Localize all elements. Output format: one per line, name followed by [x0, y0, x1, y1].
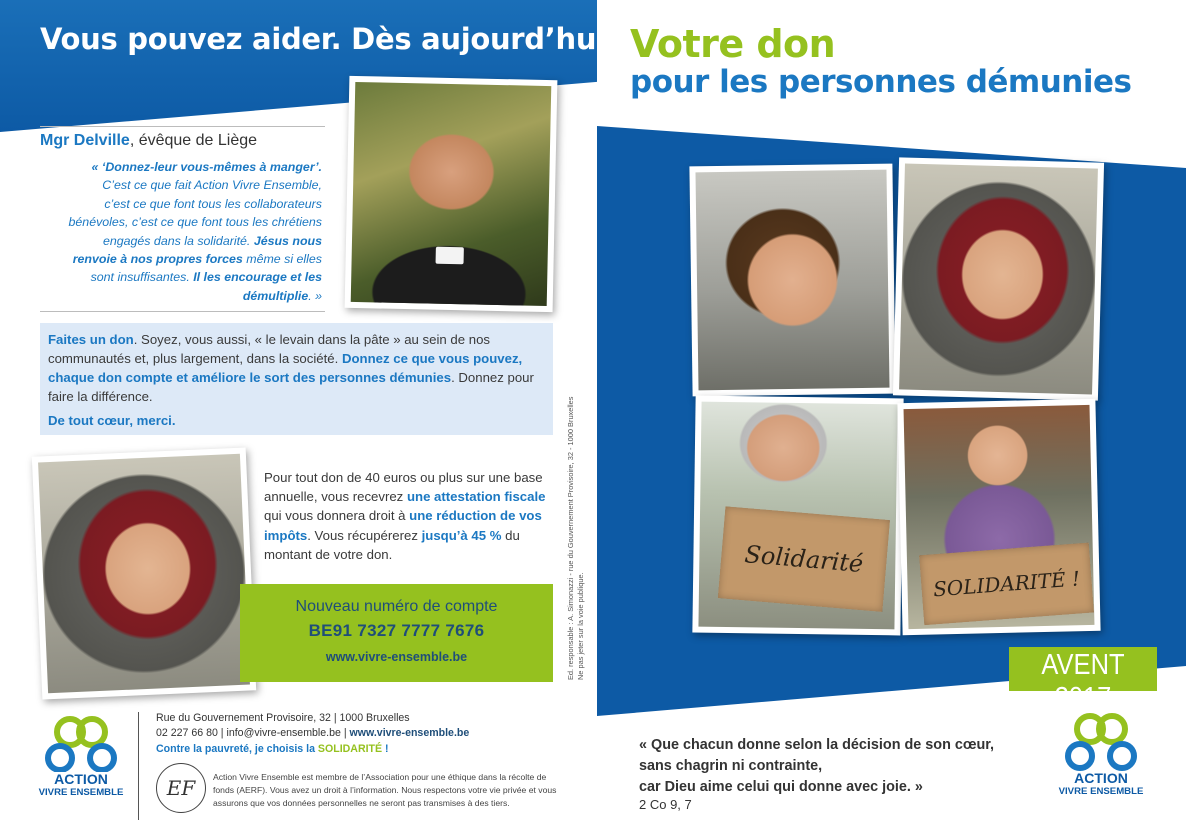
left-headline: Vous pouvez aider. Dès aujourd’hui. [40, 22, 617, 56]
quote-line: c’est ce que font tous les collaborateurs [104, 196, 322, 211]
aerf-seal-icon: EF [156, 763, 206, 813]
author-role: , évêque de Liège [129, 132, 258, 149]
account-website-link[interactable]: www.vivre-ensemble.be [325, 650, 468, 664]
logo-line2: VIVRE ENSEMBLE [1058, 786, 1144, 797]
author-name: Mgr Delville [40, 132, 130, 149]
account-number: BE91 7327 7777 7676 [308, 621, 485, 640]
right-title-line2: pour les personnes démunies [630, 64, 1132, 100]
teen-with-sign-photo [897, 399, 1100, 635]
footer-slogan: Contre la pauvreté, je choisis la SOLIDARITÉ ! [156, 743, 389, 755]
bishop-quote [40, 158, 322, 305]
logo-icon [1058, 713, 1144, 771]
boy-hood-photo [893, 157, 1104, 400]
footer-divider [138, 712, 139, 820]
avent-label: AVENT 2017 [1041, 649, 1125, 714]
quote-line: démultiplie. » [242, 288, 322, 303]
tax-info: Pour tout don de 40 euros ou plus sur une base annuelle, vous recevrez une attestation fiscale qui vous donnera droit à une réduction de vos impôts. Vous récupérerez jusqu’à 45 % du montant de votre don. [264, 470, 546, 562]
publisher-credit: Ed. responsable : A. Simonazzi - rue du Gouvernement Provisoire, 32 - 1000 Bruxelles Ne pas jeter sur la voie publique. [566, 396, 585, 680]
bishop-photo [345, 76, 558, 312]
solidarite-sign: Solidarité [718, 506, 890, 611]
quote-line: « ‘Donnez-leur vous-mêmes à manger’. [91, 160, 322, 174]
child-hood-photo [32, 447, 256, 699]
logo-line2: VIVRE ENSEMBLE [38, 787, 124, 798]
appeal-thanks: De tout cœur, merci. [48, 413, 176, 428]
woman-smiling-photo [689, 164, 895, 397]
account-label: Nouveau numéro de compte [295, 598, 498, 615]
bible-reference: 2 Co 9, 7 [639, 797, 692, 812]
woman-with-sign-photo [692, 396, 903, 636]
quote-line: renvoie à nos propres forces même si elles [72, 252, 322, 267]
quote-line: bénévoles, c’est ce que font tous les chrétiens [68, 215, 322, 230]
logo-icon [38, 716, 124, 772]
footer-legal-text: Action Vivre Ensemble est membre de l’Association pour une éthique dans la récolte de fonds (AERF). Vous avez un droit à l’information. Nous respectons votre vie privée et vous assurons que vos données personnelles ne seront pas transmises à des tiers. [213, 772, 557, 808]
action-vivre-ensemble-logo [38, 716, 124, 798]
quote-line: sont insuffisantes. Il les encourage et les [90, 270, 322, 285]
bible-quote: « Que chacun donne selon la décision de son cœur, sans chagrin ni contrainte, car Dieu aime celui qui donne avec joie. » [639, 737, 995, 795]
quote-line: C’est ce que fait Action Vivre Ensemble, [102, 178, 322, 193]
footer-address: Rue du Gouvernement Provisoire, 32 | 1000 Bruxelles 02 227 66 80 | info@vivre-ensemble.be | www.vivre-ensemble.be [156, 712, 470, 739]
quote-line: engagés dans la solidarité. Jésus nous [102, 233, 322, 248]
logo-line1: ACTION [54, 771, 108, 787]
right-title-line1: Votre don [630, 22, 836, 66]
logo-line1: ACTION [1074, 770, 1128, 786]
solidarite-sign-2: SOLIDARITÉ ! [919, 543, 1094, 626]
footer-website-link[interactable]: www.vivre-ensemble.be [349, 727, 470, 739]
action-vivre-ensemble-logo-right [1058, 713, 1144, 797]
appeal-text: Faites un don. Soyez, vous aussi, « le levain dans la pâte » au sein de nos communautés et, plus largement, dans la société. Donnez ce que vous pouvez, chaque don compte et améliore le sort des personnes démunies. Donnez pour faire la différence. [48, 332, 534, 404]
quote-author [40, 132, 257, 150]
